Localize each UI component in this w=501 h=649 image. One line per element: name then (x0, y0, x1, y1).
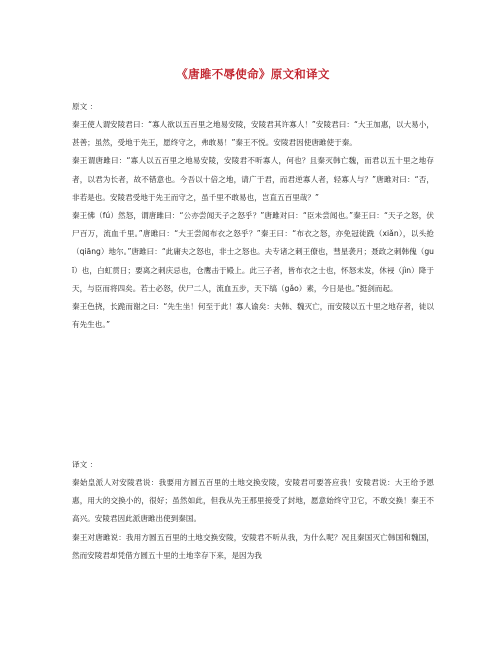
original-paragraph-3: 秦王怫（fú）然怒，谓唐雎曰：“公亦尝闻天子之怒乎？”唐雎对曰：“臣未尝闻也。”秦王曰：“天子之怒，伏尸百万，流血千里。”唐雎曰：“大王尝闻布衣之怒乎？”秦王曰：“布衣之怒，亦免冠徒跣（xiǎn），以头抢（qiāng）地尔。”唐雎曰：“此庸夫之怒也，非士之怒也。夫专诸之刺王僚也，彗星袭月；聂政之刺韩傀（guī）也，白虹贯日；要离之刺庆忌也，仓鹰击于殿上。此三子者，皆布衣之士也，怀怒未发，休祲（jìn）降于天，与臣而将四矣。若士必怒，伏尸二人，流血五步，天下缟（gǎo）素，今日是也。”挺剑而起。 (72, 211, 434, 293)
translation-paragraph-2: 秦王对唐雎说：我用方圆五百里的土地交换安陵，安陵君不听从我，为什么呢？况且秦国灭亡韩国和魏国，然而安陵君却凭借方圆五十里的土地幸存下来，是因为我 (72, 532, 434, 560)
original-text-label: 原文 ： (72, 102, 98, 111)
translation-section (72, 456, 434, 565)
original-text-section (72, 98, 434, 334)
translation-paragraph-1: 秦始皇派人对安陵君说：我要用方圆五百里的土地交换安陵，安陵君可要答应我！安陵君说：大王给予恩惠，用大的交换小的，很好；虽然如此，但我从先王那里接受了封地，愿意始终守卫它，不敢交换！秦王不高兴。安陵君因此派唐雎出使到秦国。 (72, 478, 434, 524)
translation-label: 译文 ： (72, 460, 98, 469)
original-paragraph-1: 秦王使人谓安陵君曰：“寡人欲以五百里之地易安陵，安陵君其许寡人！”安陵君曰：“大王加惠，以大易小，甚善；虽然，受地于先王，愿终守之，弗敢易！”秦王不悦。安陵君因使唐雎使于秦。 (72, 120, 434, 148)
document-title: 《唐雎不辱使命》原文和译文 (176, 67, 330, 81)
original-paragraph-2: 秦王谓唐雎曰：“寡人以五百里之地易安陵，安陵君不听寡人，何也？且秦灭韩亡魏，而君以五十里之地存者，以君为长者，故不错意也。今吾以十倍之地，请广于君，而君逆寡人者，轻寡人与？”唐雎对曰：“否，非若是也。安陵君受地于先王而守之，虽千里不敢易也，岂直五百里哉？” (72, 156, 434, 202)
original-paragraph-4: 秦王色挠，长跪而谢之曰：“先生坐！何至于此！寡人谕矣：夫韩、魏灭亡，而安陵以五十里之地存者，徒以有先生也。” (72, 302, 434, 330)
